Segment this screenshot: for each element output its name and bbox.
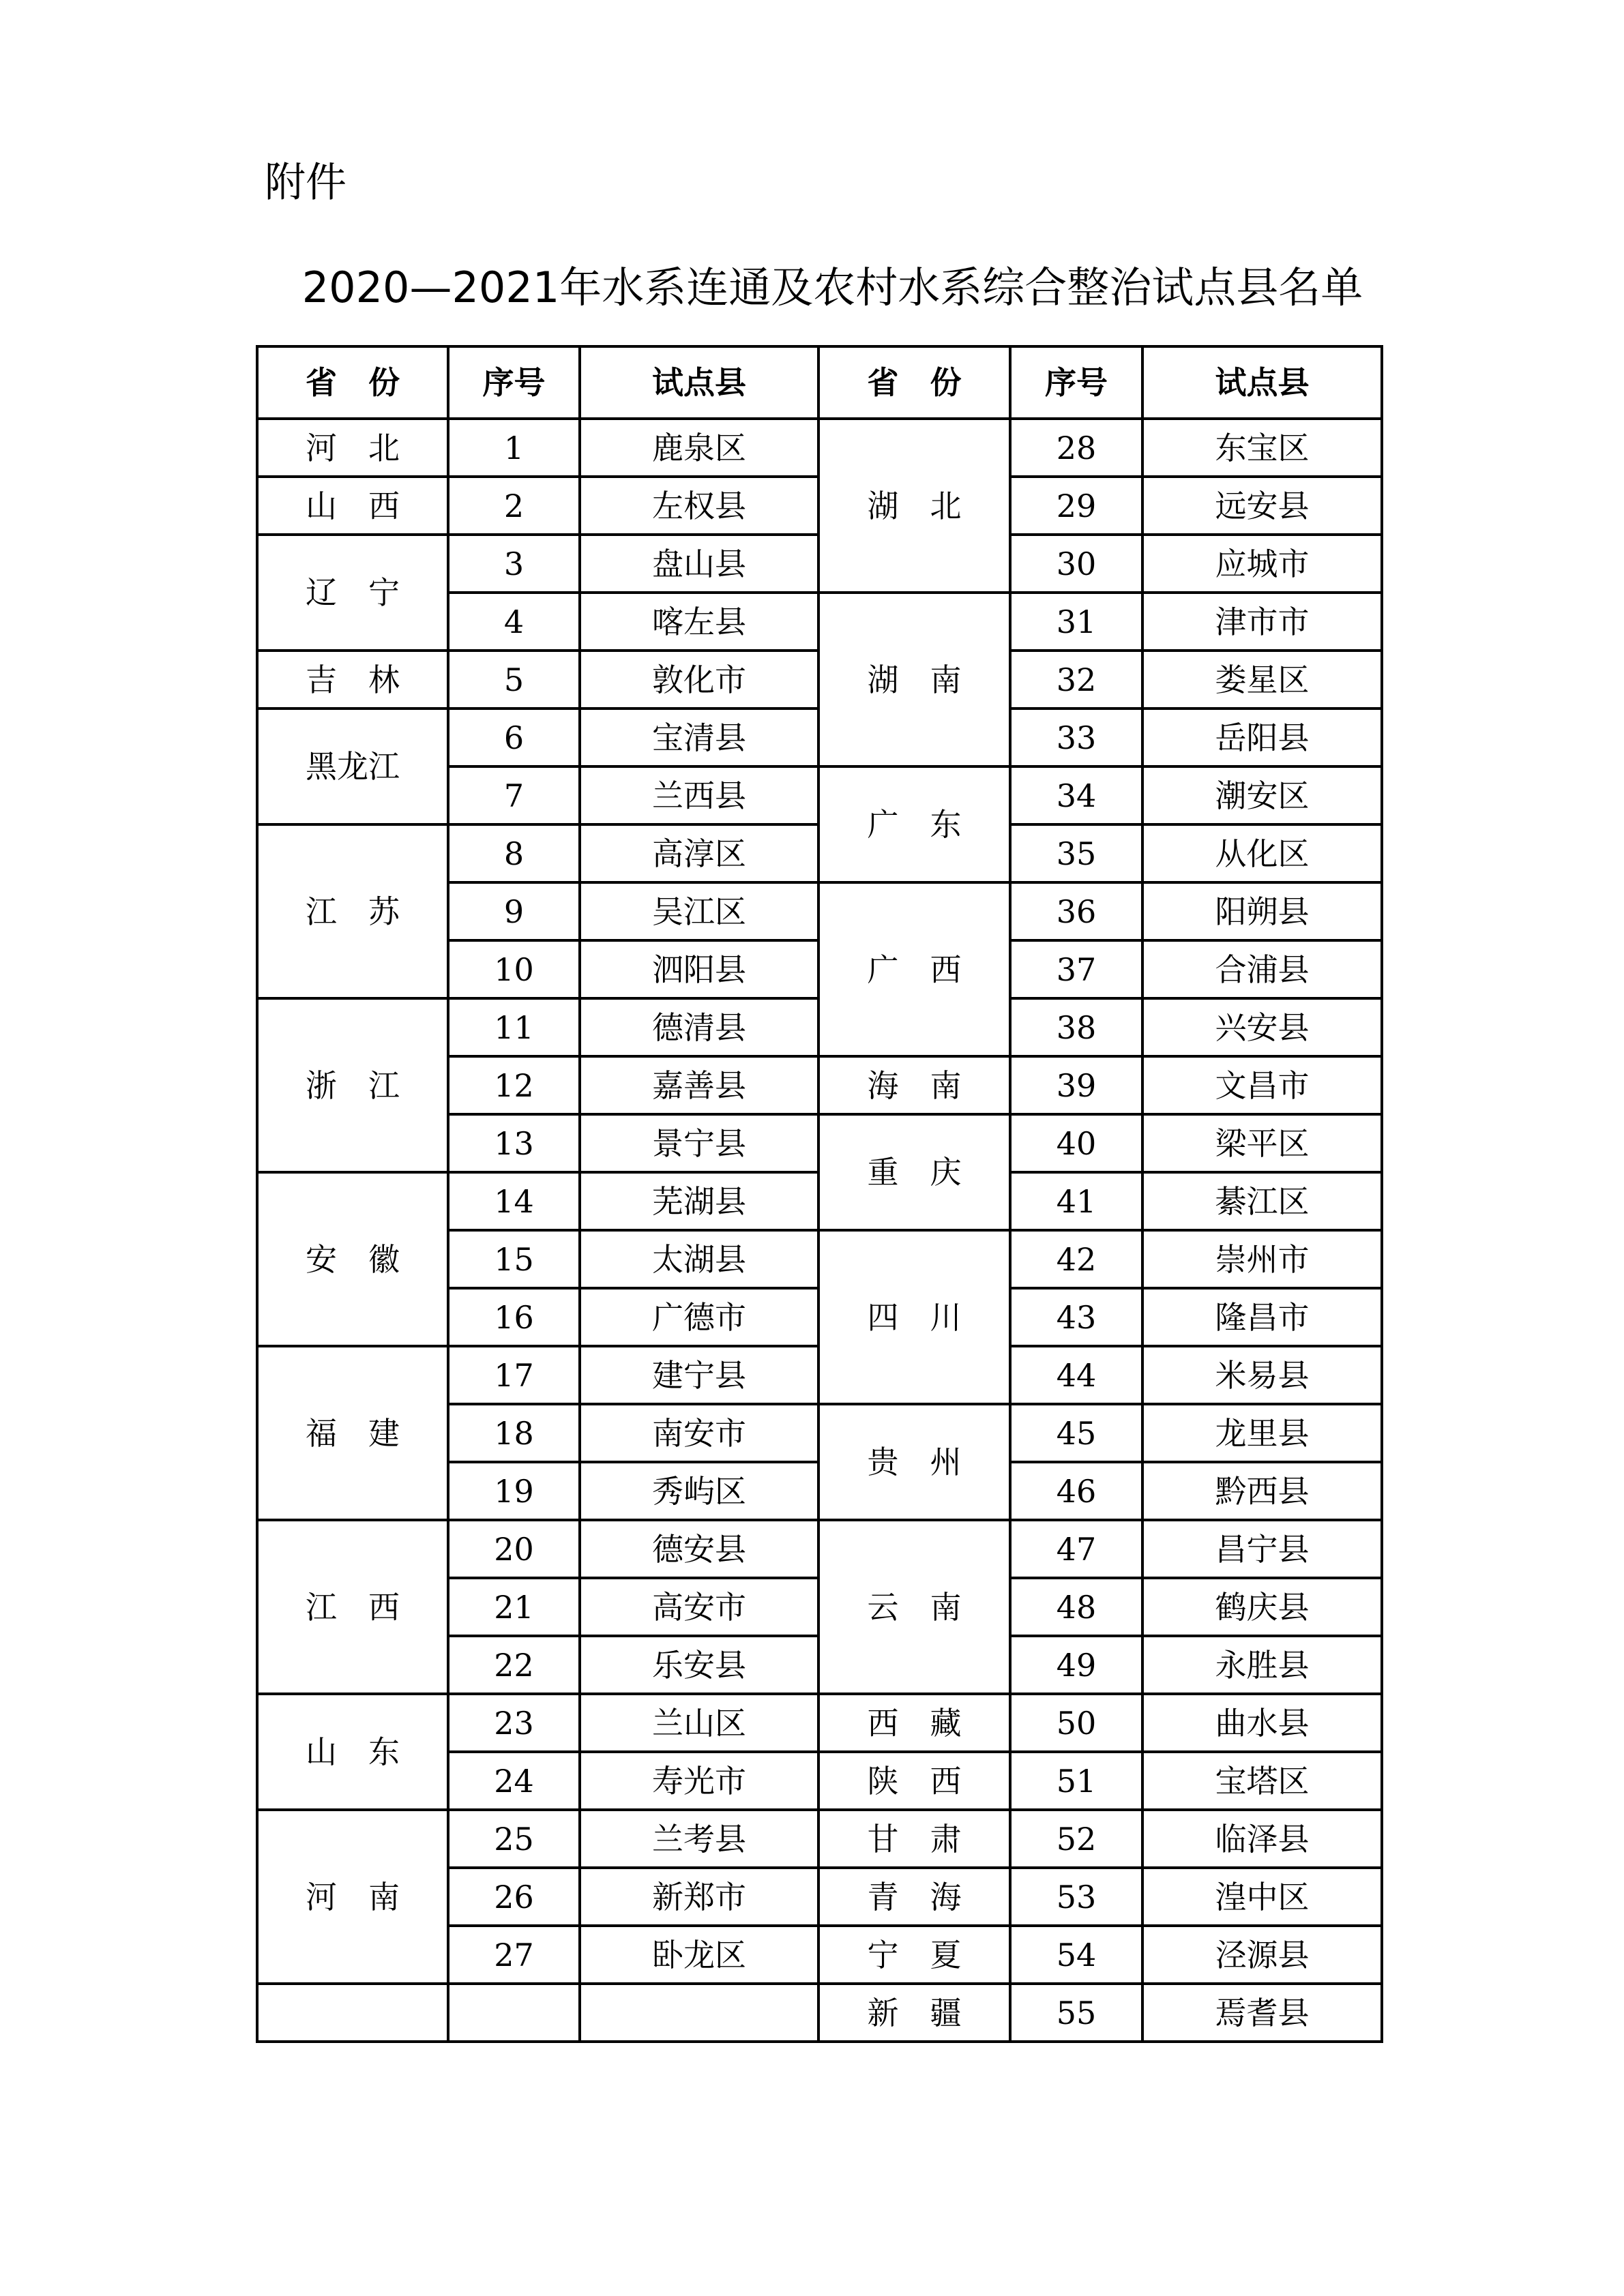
province-cell: 山 东 bbox=[257, 1694, 448, 1810]
number-cell: 38 bbox=[1010, 998, 1142, 1056]
county-cell: 泗阳县 bbox=[580, 940, 818, 998]
county-cell: 德安县 bbox=[580, 1520, 818, 1578]
province-cell: 福 建 bbox=[257, 1346, 448, 1520]
number-cell: 49 bbox=[1010, 1636, 1142, 1694]
number-cell: 45 bbox=[1010, 1404, 1142, 1462]
county-cell: 娄星区 bbox=[1142, 651, 1382, 709]
number-cell: 19 bbox=[448, 1462, 580, 1520]
county-cell: 吴江区 bbox=[580, 882, 818, 940]
table-header-row bbox=[257, 346, 1382, 419]
header-county-left: 试点县 bbox=[580, 346, 818, 419]
county-cell: 鹤庆县 bbox=[1142, 1578, 1382, 1636]
county-cell: 景宁县 bbox=[580, 1114, 818, 1172]
number-cell: 14 bbox=[448, 1172, 580, 1230]
county-cell: 隆昌市 bbox=[1142, 1288, 1382, 1346]
county-cell: 綦江区 bbox=[1142, 1172, 1382, 1230]
number-cell: 6 bbox=[448, 709, 580, 766]
county-cell: 德清县 bbox=[580, 998, 818, 1056]
county-cell: 津市市 bbox=[1142, 593, 1382, 651]
province-cell: 吉 林 bbox=[257, 651, 448, 709]
county-cell: 秀屿区 bbox=[580, 1462, 818, 1520]
province-cell: 四 川 bbox=[818, 1230, 1010, 1404]
county-cell: 崇州市 bbox=[1142, 1230, 1382, 1288]
province-cell: 甘 肃 bbox=[818, 1810, 1010, 1868]
header-county-right: 试点县 bbox=[1142, 346, 1382, 419]
county-cell: 梁平区 bbox=[1142, 1114, 1382, 1172]
number-cell: 22 bbox=[448, 1636, 580, 1694]
province-cell: 西 藏 bbox=[818, 1694, 1010, 1752]
province-cell: 河 南 bbox=[257, 1810, 448, 1984]
province-cell: 河 北 bbox=[257, 419, 448, 477]
number-cell: 18 bbox=[448, 1404, 580, 1462]
number-cell: 37 bbox=[1010, 940, 1142, 998]
number-cell: 25 bbox=[448, 1810, 580, 1868]
county-cell: 兰山区 bbox=[580, 1694, 818, 1752]
county-cell: 南安市 bbox=[580, 1404, 818, 1462]
county-cell: 兴安县 bbox=[1142, 998, 1382, 1056]
number-cell: 2 bbox=[448, 477, 580, 535]
county-cell: 东宝区 bbox=[1142, 419, 1382, 477]
table-row bbox=[257, 419, 1382, 477]
county-cell: 高淳区 bbox=[580, 824, 818, 882]
header-province-right: 省 份 bbox=[818, 346, 1010, 419]
table-row bbox=[257, 1520, 1382, 1578]
attachment-label: 附件 bbox=[265, 159, 346, 207]
province-cell: 重 庆 bbox=[818, 1114, 1010, 1230]
number-cell: 43 bbox=[1010, 1288, 1142, 1346]
province-cell: 辽 宁 bbox=[257, 535, 448, 651]
number-cell: 10 bbox=[448, 940, 580, 998]
number-cell: 3 bbox=[448, 535, 580, 593]
number-cell: 4 bbox=[448, 593, 580, 651]
county-cell: 昌宁县 bbox=[1142, 1520, 1382, 1578]
table-row bbox=[257, 1984, 1382, 2042]
number-cell: 42 bbox=[1010, 1230, 1142, 1288]
number-cell: 52 bbox=[1010, 1810, 1142, 1868]
province-cell: 陕 西 bbox=[818, 1752, 1010, 1810]
province-cell: 浙 江 bbox=[257, 998, 448, 1172]
province-cell bbox=[257, 1984, 448, 2042]
province-cell: 黑龙江 bbox=[257, 709, 448, 824]
number-cell: 26 bbox=[448, 1868, 580, 1926]
number-cell: 46 bbox=[1010, 1462, 1142, 1520]
province-cell: 青 海 bbox=[818, 1868, 1010, 1926]
province-cell: 山 西 bbox=[257, 477, 448, 535]
number-cell: 11 bbox=[448, 998, 580, 1056]
number-cell: 1 bbox=[448, 419, 580, 477]
county-cell: 鹿泉区 bbox=[580, 419, 818, 477]
county-cell: 兰西县 bbox=[580, 766, 818, 824]
number-cell: 33 bbox=[1010, 709, 1142, 766]
county-cell: 宝清县 bbox=[580, 709, 818, 766]
number-cell: 8 bbox=[448, 824, 580, 882]
number-cell: 50 bbox=[1010, 1694, 1142, 1752]
county-cell: 寿光市 bbox=[580, 1752, 818, 1810]
number-cell: 12 bbox=[448, 1056, 580, 1114]
province-cell: 贵 州 bbox=[818, 1404, 1010, 1520]
county-cell: 曲水县 bbox=[1142, 1694, 1382, 1752]
county-cell: 建宁县 bbox=[580, 1346, 818, 1404]
county-cell: 新郑市 bbox=[580, 1868, 818, 1926]
document-title: 2020—2021年水系连通及农村水系综合整治试点县名单 bbox=[301, 263, 1363, 312]
county-cell: 高安市 bbox=[580, 1578, 818, 1636]
county-cell: 米易县 bbox=[1142, 1346, 1382, 1404]
county-cell: 应城市 bbox=[1142, 535, 1382, 593]
number-cell: 40 bbox=[1010, 1114, 1142, 1172]
number-cell: 29 bbox=[1010, 477, 1142, 535]
number-cell: 15 bbox=[448, 1230, 580, 1288]
header-number-right: 序号 bbox=[1010, 346, 1142, 419]
table-row bbox=[257, 1810, 1382, 1868]
county-cell: 宝塔区 bbox=[1142, 1752, 1382, 1810]
province-cell: 江 西 bbox=[257, 1520, 448, 1694]
county-cell: 临泽县 bbox=[1142, 1810, 1382, 1868]
county-cell: 合浦县 bbox=[1142, 940, 1382, 998]
number-cell: 17 bbox=[448, 1346, 580, 1404]
county-cell: 文昌市 bbox=[1142, 1056, 1382, 1114]
county-cell: 卧龙区 bbox=[580, 1926, 818, 1984]
county-cell: 泾源县 bbox=[1142, 1926, 1382, 1984]
number-cell: 32 bbox=[1010, 651, 1142, 709]
province-cell: 海 南 bbox=[818, 1056, 1010, 1114]
number-cell: 48 bbox=[1010, 1578, 1142, 1636]
county-cell: 左权县 bbox=[580, 477, 818, 535]
county-cell: 太湖县 bbox=[580, 1230, 818, 1288]
number-cell: 47 bbox=[1010, 1520, 1142, 1578]
county-cell: 乐安县 bbox=[580, 1636, 818, 1694]
county-cell: 敦化市 bbox=[580, 651, 818, 709]
number-cell: 31 bbox=[1010, 593, 1142, 651]
number-cell: 36 bbox=[1010, 882, 1142, 940]
number-cell: 34 bbox=[1010, 766, 1142, 824]
pilot-county-table bbox=[256, 345, 1383, 2043]
county-cell: 从化区 bbox=[1142, 824, 1382, 882]
county-cell: 湟中区 bbox=[1142, 1868, 1382, 1926]
county-cell: 兰考县 bbox=[580, 1810, 818, 1868]
province-cell: 新 疆 bbox=[818, 1984, 1010, 2042]
county-cell: 龙里县 bbox=[1142, 1404, 1382, 1462]
province-cell: 江 苏 bbox=[257, 824, 448, 998]
county-cell: 远安县 bbox=[1142, 477, 1382, 535]
header-province-left: 省 份 bbox=[257, 346, 448, 419]
county-cell: 阳朔县 bbox=[1142, 882, 1382, 940]
province-cell: 湖 南 bbox=[818, 593, 1010, 766]
number-cell: 54 bbox=[1010, 1926, 1142, 1984]
number-cell bbox=[448, 1984, 580, 2042]
table-row bbox=[257, 1694, 1382, 1752]
county-cell: 焉耆县 bbox=[1142, 1984, 1382, 2042]
number-cell: 53 bbox=[1010, 1868, 1142, 1926]
number-cell: 13 bbox=[448, 1114, 580, 1172]
county-cell: 嘉善县 bbox=[580, 1056, 818, 1114]
county-cell: 喀左县 bbox=[580, 593, 818, 651]
number-cell: 30 bbox=[1010, 535, 1142, 593]
number-cell: 51 bbox=[1010, 1752, 1142, 1810]
number-cell: 27 bbox=[448, 1926, 580, 1984]
number-cell: 5 bbox=[448, 651, 580, 709]
number-cell: 44 bbox=[1010, 1346, 1142, 1404]
county-cell: 潮安区 bbox=[1142, 766, 1382, 824]
province-cell: 广 东 bbox=[818, 766, 1010, 882]
number-cell: 23 bbox=[448, 1694, 580, 1752]
province-cell: 广 西 bbox=[818, 882, 1010, 1056]
county-cell: 芜湖县 bbox=[580, 1172, 818, 1230]
number-cell: 20 bbox=[448, 1520, 580, 1578]
county-cell bbox=[580, 1984, 818, 2042]
county-cell: 盘山县 bbox=[580, 535, 818, 593]
number-cell: 16 bbox=[448, 1288, 580, 1346]
county-cell: 岳阳县 bbox=[1142, 709, 1382, 766]
number-cell: 35 bbox=[1010, 824, 1142, 882]
number-cell: 28 bbox=[1010, 419, 1142, 477]
county-cell: 永胜县 bbox=[1142, 1636, 1382, 1694]
province-cell: 安 徽 bbox=[257, 1172, 448, 1346]
county-cell: 黔西县 bbox=[1142, 1462, 1382, 1520]
province-cell: 云 南 bbox=[818, 1520, 1010, 1694]
province-cell: 宁 夏 bbox=[818, 1926, 1010, 1984]
province-cell: 湖 北 bbox=[818, 419, 1010, 593]
header-number-left: 序号 bbox=[448, 346, 580, 419]
number-cell: 7 bbox=[448, 766, 580, 824]
county-cell: 广德市 bbox=[580, 1288, 818, 1346]
number-cell: 21 bbox=[448, 1578, 580, 1636]
number-cell: 39 bbox=[1010, 1056, 1142, 1114]
number-cell: 41 bbox=[1010, 1172, 1142, 1230]
number-cell: 9 bbox=[448, 882, 580, 940]
number-cell: 55 bbox=[1010, 1984, 1142, 2042]
number-cell: 24 bbox=[448, 1752, 580, 1810]
